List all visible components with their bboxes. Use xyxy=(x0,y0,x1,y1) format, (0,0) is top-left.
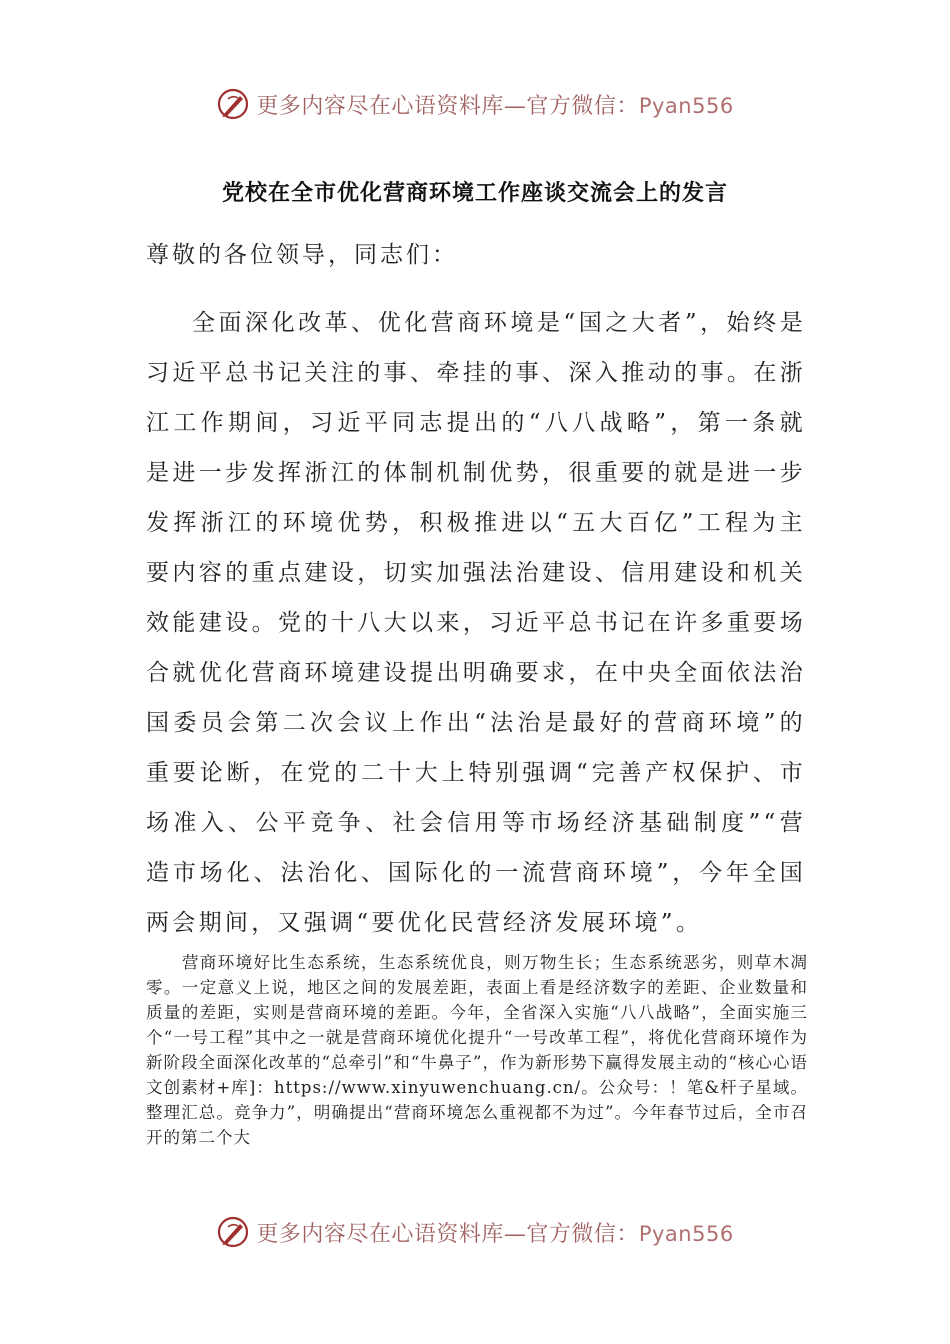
watermark-wechat-id: Pyan556 xyxy=(638,93,734,118)
paragraph-1: 全面深化改革、优化营商环境是“国之大者”，始终是习近平总书记关注的事、牵挂的事、深入推动的事。在浙江工作期间，习近平同志提出的“八八战略”，第一条就是进一步发挥浙江的体制机制优势，很重要的就是进一步发挥浙江的环境优势，积极推进以“五大百亿”工程为主要内容的重点建设，切实加强法治建设、信用建设和机关效能建设。党的十八大以来，习近平总书记在许多重要场合就优化营商环境建设提出明确要求，在中央全面依法治国委员会第二次会议上作出“法治是最好的营商环境”的重要论断，在党的二十大上特别强调“完善产权保护、市场准入、公平竞争、社会信用等市场经济基础制度”“营造市场化、法治化、国际化的一流营商环境”，今年全国两会期间，又强调“要优化民营经济发展环境”。 xyxy=(146,310,806,936)
watermark-text: 更多内容尽在心语资料库—官方微信： xyxy=(256,93,639,119)
pen-logo-icon xyxy=(216,87,250,121)
paragraph-2: 营商环境好比生态系统，生态系统优良，则万物生长；生态系统恶劣，则草木凋零。一定意义上说，地区之间的发展差距，表面上看是经济数字的差距、企业数量和质量的差距，实则是营商环境的差距。今年，全省深入实施“八八战略”，全面实施三个“一号工程”其中之一就是营商环境优化提升“一号改革工程”，将优化营商环境作为新阶段全面深化改革的“总牵引”和“牛鼻子”，作为新形势下赢得发展主动的“核心心语文创素材+库]：https://www.xinyuwenchuang.cn/。公众号：！笔&杆子星域。整理汇总。竞争力”，明确提出“营商环境怎么重视都不为过”。今年春节过后，全市召开的第二个大 xyxy=(146,953,808,1147)
footer-watermark xyxy=(0,1210,950,1254)
header-watermark xyxy=(0,82,950,126)
salutation: 尊敬的各位领导，同志们： xyxy=(146,242,458,268)
watermark-text: 更多内容尽在心语资料库—官方微信： xyxy=(256,1221,639,1247)
page-title: 党校在全市优化营商环境工作座谈交流会上的发言 xyxy=(221,181,728,206)
pen-logo-icon xyxy=(216,1215,250,1249)
watermark-wechat-id: Pyan556 xyxy=(638,1221,734,1246)
